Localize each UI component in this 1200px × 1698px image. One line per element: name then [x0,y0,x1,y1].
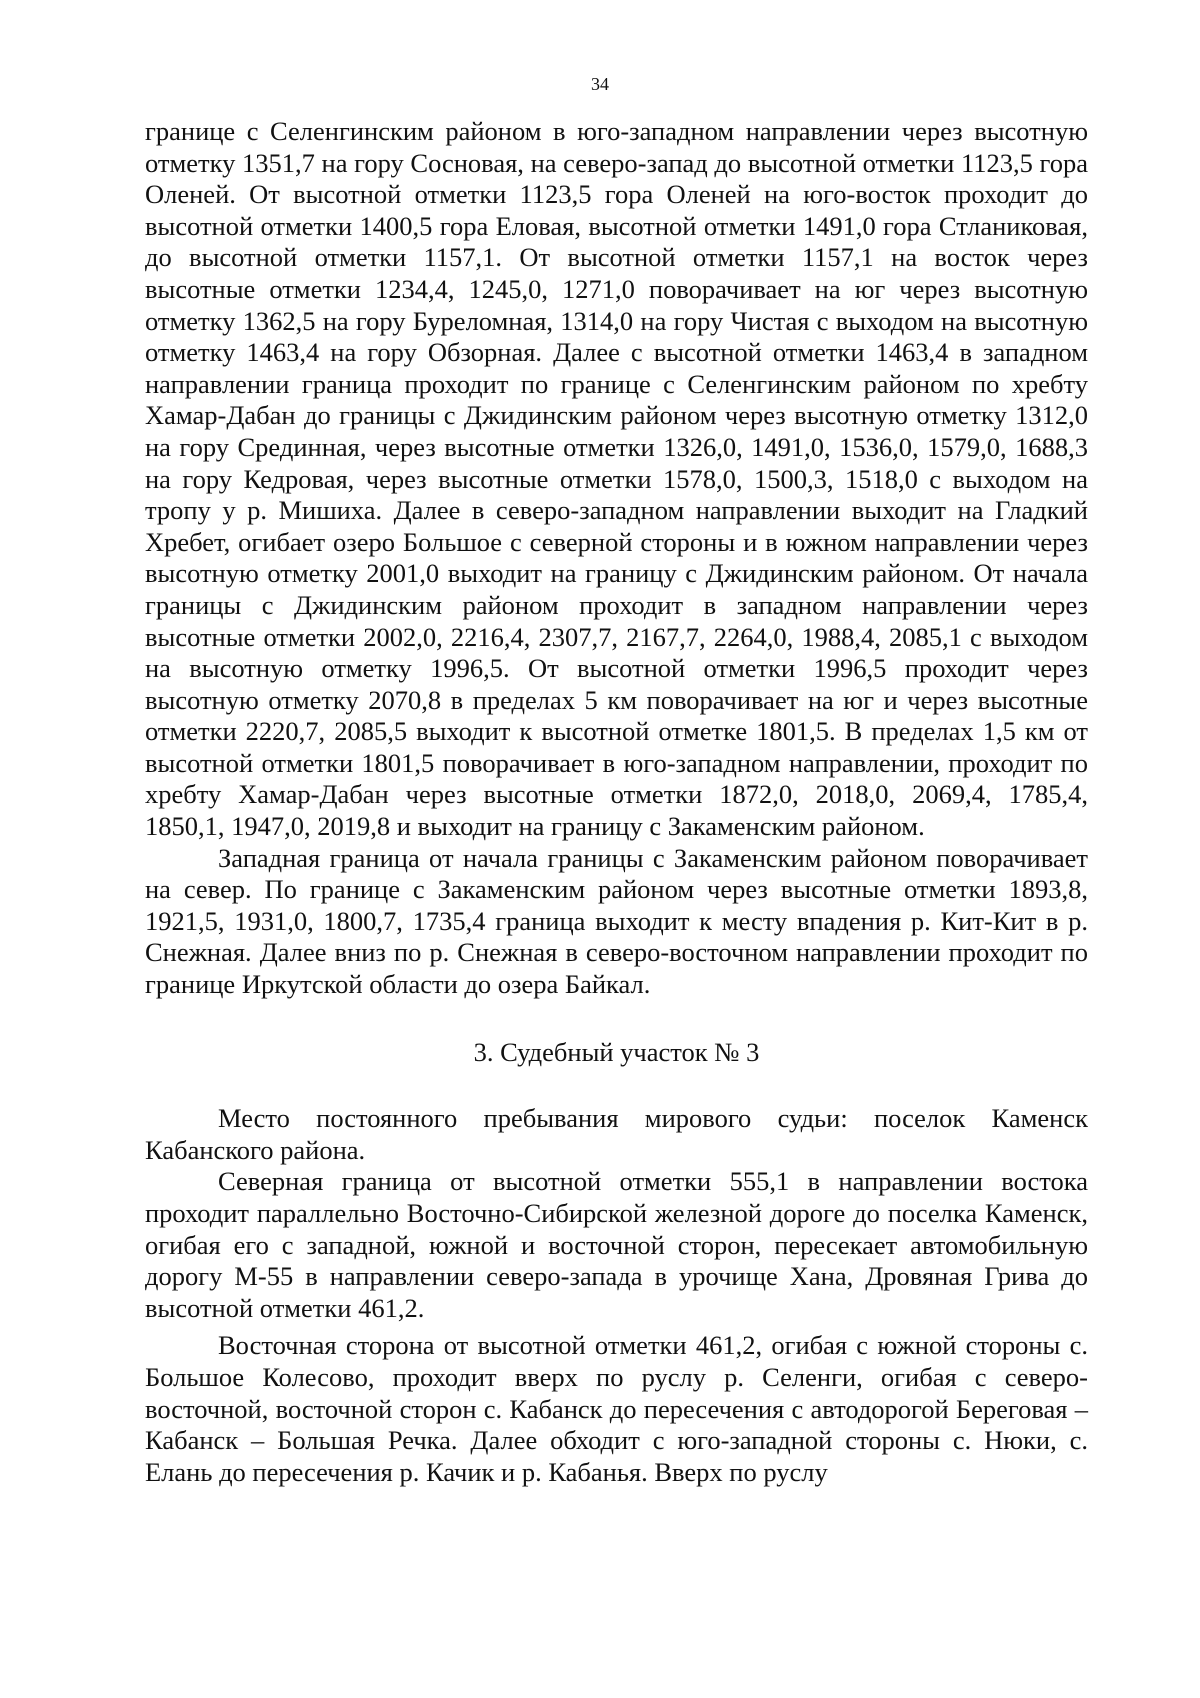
document-body [145,116,1088,1488]
paragraph-western-boundary: Западная граница от начала границы с Закаменским районом поворачивает на север. По границе с Закаменским районом через высотные отметки 1893,8, 1921,5, 1931,0, 1800,7, 1735,4 граница выходит к месту впадения р. Кит-Кит в р. Снежная. Далее вниз по р. Снежная в северо-восточном направлении проходит по границе Иркутской области до озера Байкал. [145,842,1088,1000]
paragraph-eastern-boundary: Восточная сторона от высотной отметки 461,2, огибая с южной стороны с. Большое Колесово, проходит вверх по руслу р. Селенги, огибая с северо-восточной, восточной сторон с. Кабанск до пересечения с автодорогой Береговая – Кабанск – Большая Речка. Далее обходит с юго-западной стороны с. Нюки, с. Елань до пересечения р. Качик и р. Кабанья. Вверх по руслу [145,1330,1088,1487]
section-heading: 3. Судебный участок № 3 [473,1036,760,1067]
paragraph-northern-boundary: Северная граница от высотной отметки 555,1 в направлении востока проходит параллельно Восточно-Сибирской железной дороге до поселка Каменск, огибая его с западной, южной и восточной сторон, пересекает автомобильную дорогу М-55 в направлении северо-запада в урочище Хана, Дровяная Грива до высотной отметки 461,2. [145,1166,1088,1323]
paragraph-boundary-continuation: границе с Селенгинским районом в юго-западном направлении через высотную отметку 1351,7 на гору Сосновая, на северо-запад до высотной отметки 1123,5 гора Оленей. От высотной отметки 1123,5 гора Оленей на юго-восток проходит до высотной отметки 1400,5 гора Еловая, высотной отметки 1491,0 гора Стланиковая, до высотной отметки 1157,1. От высотной отметки 1157,1 на восток через высотные отметки 1234,4, 1245,0, 1271,0 поворачивает на юг через высотную отметку 1362,5 на гору Буреломная, 1314,0 на гору Чистая с выходом на высотную отметку 1463,4 на гору Обзорная. Далее с высотной отметки 1463,4 в западном направлении граница проходит по границе с Селенгинским районом по хребту Хамар-Дабан до границы с Джидинским районом через высотную отметку 1312,0 на гору Срединная, через высотные отметки 1326,0, 1491,0, 1536,0, 1579,0, 1688,3 на гору Кедровая, через высотные отметки 1578,0, 1500,3, 1518,0 с выходом на тропу у р. Мишиха. Далее в северо-западном направлении выходит на Гладкий Хребет, огибает озеро Большое с северной стороны и в южном направлении через высотную отметку 2001,0 выходит на границу с Джидинским районом. От начала границы с Джидинским районом проходит в западном направлении через высотные отметки 2002,0, 2216,4, 2307,7, 2167,7, 2264,0, 1988,4, 2085,1 с выходом на высотную отметку 1996,5. От высотной отметки 1996,5 проходит через высотную отметку 2070,8 в пределах 5 км поворачивает на юг и через высотные отметки 2220,7, 2085,5 выходит к высотной отметке 1801,5. В пределах 1,5 км от высотной отметки 1801,5 поворачивает в юго-западном направлении, проходит по хребту Хамар-Дабан через высотные отметки 1872,0, 2018,0, 2069,4, 1785,4, 1850,1, 1947,0, 2019,8 и выходит на границу с Закаменским районом. [145,116,1088,842]
paragraph-judge-residence: Место постоянного пребывания мирового судьи: поселок Каменск Кабанского района. [145,1103,1088,1165]
page-number: 34 [591,74,609,94]
